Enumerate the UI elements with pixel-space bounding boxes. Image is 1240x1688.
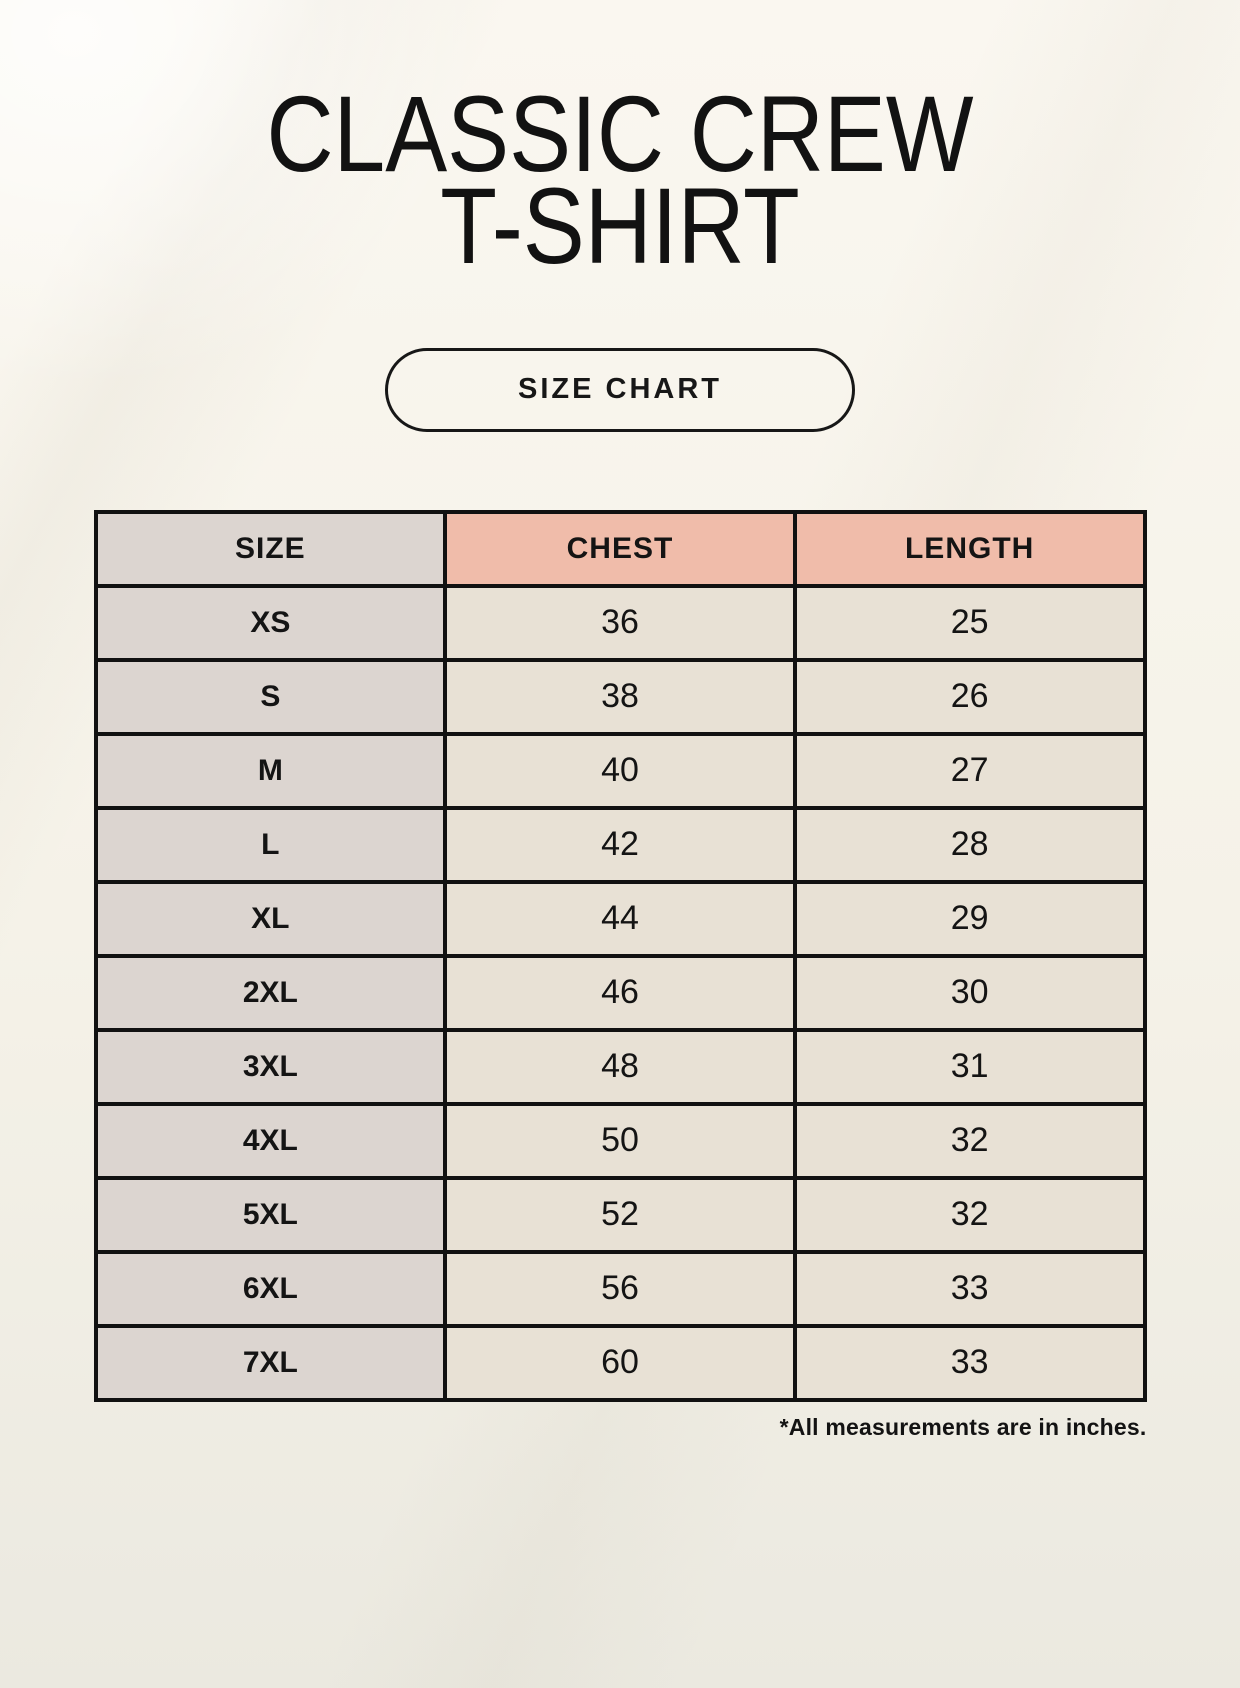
page-title-line-1: CLASSIC CREW [266,73,974,194]
size-cell: 7XL [96,1326,446,1400]
table-row-xl [96,882,1145,956]
chest-cell: 44 [445,882,795,956]
table-row-s [96,660,1145,734]
table-row-l [96,808,1145,882]
size-chart-page [0,73,1240,1688]
size-cell: XS [96,586,446,660]
page-title [87,73,1153,286]
length-cell: 31 [795,1030,1145,1104]
length-cell: 25 [795,586,1145,660]
size-cell: 6XL [96,1252,446,1326]
measurement-note: *All measurements are in inches. [779,1413,1147,1440]
length-cell: 30 [795,956,1145,1030]
table-row-6xl [96,1252,1145,1326]
size-cell: 3XL [96,1030,446,1104]
length-cell: 27 [795,734,1145,808]
length-cell: 28 [795,808,1145,882]
chest-cell: 50 [445,1104,795,1178]
size-chart-button-row [0,348,1240,432]
size-cell: M [96,734,446,808]
length-cell: 33 [795,1252,1145,1326]
chest-cell: 40 [445,734,795,808]
size-table [94,510,1147,1402]
chest-cell: 42 [445,808,795,882]
chest-cell: 52 [445,1178,795,1252]
table-header-row [96,512,1145,586]
length-cell: 29 [795,882,1145,956]
length-cell: 32 [795,1178,1145,1252]
length-cell: 26 [795,660,1145,734]
length-cell: 32 [795,1104,1145,1178]
length-cell: 33 [795,1326,1145,1400]
column-header-length: LENGTH [795,512,1145,586]
table-row-2xl [96,956,1145,1030]
chest-cell: 38 [445,660,795,734]
table-row-xs [96,586,1145,660]
table-row-7xl [96,1326,1145,1400]
size-cell: L [96,808,446,882]
size-chart-button[interactable] [385,348,855,432]
size-chart-button-label: SIZE CHART [518,373,722,406]
table-row-4xl [96,1104,1145,1178]
size-cell: 5XL [96,1178,446,1252]
page-title-line-2: T-SHIRT [440,164,800,286]
chest-cell: 36 [445,586,795,660]
chest-cell: 56 [445,1252,795,1326]
table-row-3xl [96,1030,1145,1104]
chest-cell: 60 [445,1326,795,1400]
column-header-chest: CHEST [445,512,795,586]
chest-cell: 46 [445,956,795,1030]
size-cell: S [96,660,446,734]
size-cell: 2XL [96,956,446,1030]
size-cell: 4XL [96,1104,446,1178]
table-row-m [96,734,1145,808]
size-cell: XL [96,882,446,956]
table-row-5xl [96,1178,1145,1252]
column-header-size: SIZE [96,512,446,586]
chest-cell: 48 [445,1030,795,1104]
